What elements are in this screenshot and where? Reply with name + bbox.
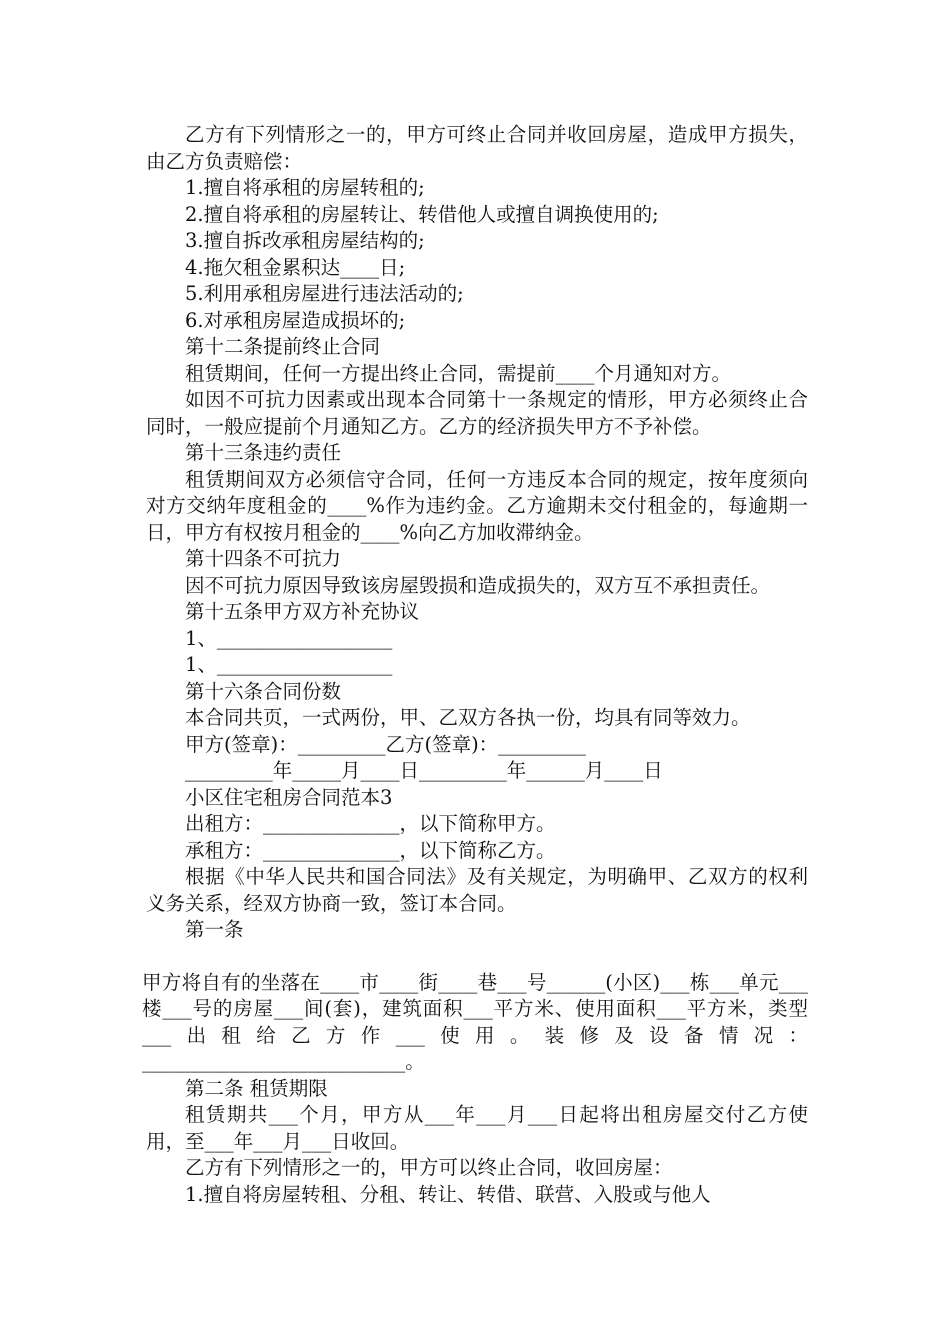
section-heading: 第十二条提前终止合同: [185, 335, 381, 358]
paragraph: 因不可抗力原因导致该房屋毁损和造成损失的，双方互不承担责任。: [185, 573, 771, 597]
paragraph: 租赁期间双方必须信守合同，任何一方违反本合同的规定，按年度须向对方交纳年度租金的____%作为违约金。乙方逾期未交付租金的，每逾期一日，甲方有权按月租金的____%向乙方加收滞纳金。: [146, 467, 808, 544]
signature-line: 甲方(签章)：_________乙方(签章)：_________: [185, 732, 586, 756]
list-item: 1、__________________: [185, 653, 393, 676]
list-item: 6.对承租房屋造成损坏的;: [185, 308, 406, 332]
document-body: [142, 122, 808, 1208]
list-item: 1.擅自将房屋转租、分租、转让、转借、联营、入股或与他人: [185, 1182, 711, 1206]
document-title: 小区住宅租房合同范本3: [185, 785, 393, 809]
paragraph: 甲方将自有的坐落在____市____街____巷___号______(小区)___栋___单元___楼___号的房屋___间(套)，建筑面积___平方米、使用面积___平方米，类型___出租给乙方作___使用。装修及设备情况：___________________________。: [142, 970, 808, 1073]
paragraph: 乙方有下列情形之一的，甲方可以终止合同，收回房屋：: [185, 1156, 673, 1179]
list-item: 1.擅自将承租的房屋转租的;: [185, 176, 425, 199]
paragraph: 租赁期共___个月，甲方从___年___月___日起将出租房屋交付乙方使用，至___年___月___日收回。: [146, 1103, 808, 1153]
party-line: 出租方：______________，以下简称甲方。: [185, 812, 556, 835]
section-heading: 第十六条合同份数: [185, 679, 342, 703]
section-heading: 第十四条不可抗力: [185, 547, 342, 570]
list-item: 3.擅自拆改承租房屋结构的;: [185, 229, 425, 252]
paragraph: 本合同共页，一式两份，甲、乙双方各执一份，均具有同等效力。: [185, 706, 751, 729]
section-heading: 第一条: [185, 918, 244, 941]
section-heading: 第十五条甲方双方补充协议: [185, 600, 420, 623]
spacer: [146, 944, 808, 970]
list-item: 1、__________________: [185, 626, 393, 650]
list-item: 2.擅自将承租的房屋转让、转借他人或擅自调换使用的;: [185, 202, 659, 226]
paragraph: 根据《中华人民共和国合同法》及有关规定，为明确甲、乙双方的权利义务关系，经双方协商一致，签订本合同。: [146, 865, 808, 915]
paragraph: 如因不可抗力因素或出现本合同第十一条规定的情形，甲方必须终止合同时，一般应提前个月通知乙方。乙方的经济损失甲方不予补偿。: [146, 388, 808, 438]
list-item: 4.拖欠租金累积达____日;: [185, 255, 406, 279]
list-item: 5.利用承租房屋进行违法活动的;: [185, 282, 464, 305]
section-heading: 第二条 租赁期限: [185, 1076, 328, 1100]
section-heading: 第十三条违约责任: [185, 441, 342, 464]
party-line: 承租方：______________，以下简称乙方。: [185, 838, 556, 862]
date-line: _________年_____月____日_________年______月____日: [185, 759, 663, 782]
paragraph: 乙方有下列情形之一的，甲方可终止合同并收回房屋，造成甲方损失，由乙方负责赔偿：: [146, 123, 808, 173]
paragraph: 租赁期间，任何一方提出终止合同，需提前____个月通知对方。: [185, 361, 732, 385]
